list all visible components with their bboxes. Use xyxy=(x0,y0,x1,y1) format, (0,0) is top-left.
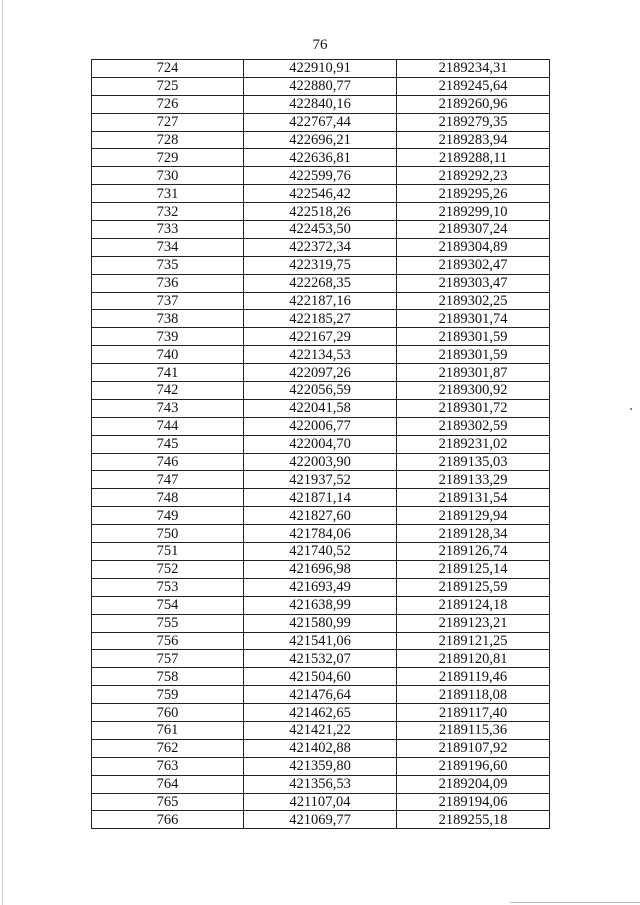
table-row xyxy=(92,382,550,400)
point-number-cell: 758 xyxy=(92,668,244,686)
y-coordinate-cell: 2189301,59 xyxy=(397,346,550,364)
table-row xyxy=(92,310,550,328)
y-coordinate-cell: 2189125,59 xyxy=(397,578,550,596)
x-coordinate-cell: 421421,22 xyxy=(244,721,397,739)
table-row xyxy=(92,668,550,686)
x-coordinate-cell: 422268,35 xyxy=(244,274,397,292)
coordinates-table-body xyxy=(92,60,550,829)
y-coordinate-cell: 2189245,64 xyxy=(397,77,550,95)
x-coordinate-cell: 421937,52 xyxy=(244,471,397,489)
x-coordinate-cell: 421476,64 xyxy=(244,686,397,704)
point-number-cell: 760 xyxy=(92,704,244,722)
point-number-cell: 756 xyxy=(92,632,244,650)
table-row xyxy=(92,435,550,453)
point-number-cell: 731 xyxy=(92,185,244,203)
table-row xyxy=(92,471,550,489)
y-coordinate-cell: 2189128,34 xyxy=(397,525,550,543)
table-row xyxy=(92,578,550,596)
table-row xyxy=(92,221,550,239)
table-row xyxy=(92,686,550,704)
y-coordinate-cell: 2189295,26 xyxy=(397,185,550,203)
point-number-cell: 754 xyxy=(92,596,244,614)
point-number-cell: 734 xyxy=(92,238,244,256)
x-coordinate-cell: 421462,65 xyxy=(244,704,397,722)
y-coordinate-cell: 2189307,24 xyxy=(397,221,550,239)
y-coordinate-cell: 2189301,87 xyxy=(397,364,550,382)
x-coordinate-cell: 421696,98 xyxy=(244,560,397,578)
y-coordinate-cell: 2189260,96 xyxy=(397,95,550,113)
table-row xyxy=(92,328,550,346)
table-row xyxy=(92,650,550,668)
point-number-cell: 751 xyxy=(92,543,244,561)
table-row xyxy=(92,203,550,221)
x-coordinate-cell: 422167,29 xyxy=(244,328,397,346)
table-row xyxy=(92,417,550,435)
y-coordinate-cell: 2189255,18 xyxy=(397,811,550,829)
table-row xyxy=(92,704,550,722)
point-number-cell: 735 xyxy=(92,256,244,274)
x-coordinate-cell: 421359,80 xyxy=(244,757,397,775)
y-coordinate-cell: 2189133,29 xyxy=(397,471,550,489)
table-row xyxy=(92,489,550,507)
point-number-cell: 764 xyxy=(92,775,244,793)
scan-bottom-line xyxy=(510,902,640,903)
y-coordinate-cell: 2189292,23 xyxy=(397,167,550,185)
y-coordinate-cell: 2189304,89 xyxy=(397,238,550,256)
y-coordinate-cell: 2189302,25 xyxy=(397,292,550,310)
coordinates-table xyxy=(91,59,550,829)
y-coordinate-cell: 2189231,02 xyxy=(397,435,550,453)
y-coordinate-cell: 2189117,40 xyxy=(397,704,550,722)
y-coordinate-cell: 2189124,18 xyxy=(397,596,550,614)
y-coordinate-cell: 2189196,60 xyxy=(397,757,550,775)
table-row xyxy=(92,543,550,561)
x-coordinate-cell: 422880,77 xyxy=(244,77,397,95)
x-coordinate-cell: 422599,76 xyxy=(244,167,397,185)
table-row xyxy=(92,292,550,310)
point-number-cell: 744 xyxy=(92,417,244,435)
point-number-cell: 740 xyxy=(92,346,244,364)
table-row xyxy=(92,775,550,793)
y-coordinate-cell: 2189107,92 xyxy=(397,739,550,757)
point-number-cell: 757 xyxy=(92,650,244,668)
x-coordinate-cell: 422696,21 xyxy=(244,131,397,149)
y-coordinate-cell: 2189126,74 xyxy=(397,543,550,561)
y-coordinate-cell: 2189125,14 xyxy=(397,560,550,578)
y-coordinate-cell: 2189303,47 xyxy=(397,274,550,292)
y-coordinate-cell: 2189288,11 xyxy=(397,149,550,167)
x-coordinate-cell: 422319,75 xyxy=(244,256,397,274)
x-coordinate-cell: 422453,50 xyxy=(244,221,397,239)
y-coordinate-cell: 2189129,94 xyxy=(397,507,550,525)
point-number-cell: 745 xyxy=(92,435,244,453)
point-number-cell: 738 xyxy=(92,310,244,328)
point-number-cell: 733 xyxy=(92,221,244,239)
table-row xyxy=(92,811,550,829)
x-coordinate-cell: 421784,06 xyxy=(244,525,397,543)
y-coordinate-cell: 2189301,72 xyxy=(397,399,550,417)
table-row xyxy=(92,453,550,471)
table-row xyxy=(92,149,550,167)
point-number-cell: 750 xyxy=(92,525,244,543)
table-row xyxy=(92,167,550,185)
point-number-cell: 741 xyxy=(92,364,244,382)
x-coordinate-cell: 421541,06 xyxy=(244,632,397,650)
x-coordinate-cell: 422372,34 xyxy=(244,238,397,256)
point-number-cell: 729 xyxy=(92,149,244,167)
point-number-cell: 748 xyxy=(92,489,244,507)
table-row xyxy=(92,525,550,543)
point-number-cell: 730 xyxy=(92,167,244,185)
y-coordinate-cell: 2189118,08 xyxy=(397,686,550,704)
point-number-cell: 724 xyxy=(92,60,244,78)
x-coordinate-cell: 422097,26 xyxy=(244,364,397,382)
table-row xyxy=(92,560,550,578)
x-coordinate-cell: 422636,81 xyxy=(244,149,397,167)
point-number-cell: 755 xyxy=(92,614,244,632)
x-coordinate-cell: 422546,42 xyxy=(244,185,397,203)
x-coordinate-cell: 422006,77 xyxy=(244,417,397,435)
table-row xyxy=(92,364,550,382)
table-row xyxy=(92,596,550,614)
x-coordinate-cell: 421402,88 xyxy=(244,739,397,757)
x-coordinate-cell: 422041,58 xyxy=(244,399,397,417)
table-row xyxy=(92,131,550,149)
point-number-cell: 737 xyxy=(92,292,244,310)
x-coordinate-cell: 421356,53 xyxy=(244,775,397,793)
point-number-cell: 728 xyxy=(92,131,244,149)
point-number-cell: 725 xyxy=(92,77,244,95)
y-coordinate-cell: 2189194,06 xyxy=(397,793,550,811)
table-row xyxy=(92,95,550,113)
x-coordinate-cell: 422185,27 xyxy=(244,310,397,328)
y-coordinate-cell: 2189301,59 xyxy=(397,328,550,346)
table-row xyxy=(92,77,550,95)
scan-edge-line xyxy=(2,0,3,905)
x-coordinate-cell: 421580,99 xyxy=(244,614,397,632)
point-number-cell: 762 xyxy=(92,739,244,757)
point-number-cell: 759 xyxy=(92,686,244,704)
point-number-cell: 761 xyxy=(92,721,244,739)
point-number-cell: 753 xyxy=(92,578,244,596)
y-coordinate-cell: 2189302,59 xyxy=(397,417,550,435)
point-number-cell: 743 xyxy=(92,399,244,417)
y-coordinate-cell: 2189234,31 xyxy=(397,60,550,78)
y-coordinate-cell: 2189283,94 xyxy=(397,131,550,149)
table-row xyxy=(92,632,550,650)
point-number-cell: 736 xyxy=(92,274,244,292)
y-coordinate-cell: 2189123,21 xyxy=(397,614,550,632)
y-coordinate-cell: 2189120,81 xyxy=(397,650,550,668)
point-number-cell: 727 xyxy=(92,113,244,131)
y-coordinate-cell: 2189204,09 xyxy=(397,775,550,793)
table-row xyxy=(92,256,550,274)
page-number: 76 xyxy=(312,37,328,53)
point-number-cell: 726 xyxy=(92,95,244,113)
x-coordinate-cell: 421532,07 xyxy=(244,650,397,668)
x-coordinate-cell: 421069,77 xyxy=(244,811,397,829)
y-coordinate-cell: 2189121,25 xyxy=(397,632,550,650)
x-coordinate-cell: 421107,04 xyxy=(244,793,397,811)
table-row xyxy=(92,60,550,78)
x-coordinate-cell: 422767,44 xyxy=(244,113,397,131)
point-number-cell: 752 xyxy=(92,560,244,578)
y-coordinate-cell: 2189119,46 xyxy=(397,668,550,686)
x-coordinate-cell: 422910,91 xyxy=(244,60,397,78)
x-coordinate-cell: 421693,49 xyxy=(244,578,397,596)
x-coordinate-cell: 422134,53 xyxy=(244,346,397,364)
scan-speck xyxy=(630,408,632,410)
x-coordinate-cell: 421740,52 xyxy=(244,543,397,561)
x-coordinate-cell: 422056,59 xyxy=(244,382,397,400)
point-number-cell: 739 xyxy=(92,328,244,346)
table-row xyxy=(92,739,550,757)
table-row xyxy=(92,721,550,739)
y-coordinate-cell: 2189301,74 xyxy=(397,310,550,328)
point-number-cell: 746 xyxy=(92,453,244,471)
table-row xyxy=(92,793,550,811)
table-row xyxy=(92,757,550,775)
point-number-cell: 747 xyxy=(92,471,244,489)
table-row xyxy=(92,614,550,632)
table-row xyxy=(92,507,550,525)
point-number-cell: 742 xyxy=(92,382,244,400)
y-coordinate-cell: 2189279,35 xyxy=(397,113,550,131)
y-coordinate-cell: 2189300,92 xyxy=(397,382,550,400)
x-coordinate-cell: 422518,26 xyxy=(244,203,397,221)
y-coordinate-cell: 2189135,03 xyxy=(397,453,550,471)
table-row xyxy=(92,238,550,256)
table-row xyxy=(92,113,550,131)
point-number-cell: 763 xyxy=(92,757,244,775)
x-coordinate-cell: 421504,60 xyxy=(244,668,397,686)
point-number-cell: 766 xyxy=(92,811,244,829)
x-coordinate-cell: 422004,70 xyxy=(244,435,397,453)
x-coordinate-cell: 422840,16 xyxy=(244,95,397,113)
table-row xyxy=(92,346,550,364)
table-row xyxy=(92,399,550,417)
x-coordinate-cell: 422187,16 xyxy=(244,292,397,310)
table-row xyxy=(92,185,550,203)
y-coordinate-cell: 2189302,47 xyxy=(397,256,550,274)
point-number-cell: 749 xyxy=(92,507,244,525)
x-coordinate-cell: 422003,90 xyxy=(244,453,397,471)
x-coordinate-cell: 421827,60 xyxy=(244,507,397,525)
table-row xyxy=(92,274,550,292)
x-coordinate-cell: 421638,99 xyxy=(244,596,397,614)
y-coordinate-cell: 2189299,10 xyxy=(397,203,550,221)
y-coordinate-cell: 2189115,36 xyxy=(397,721,550,739)
point-number-cell: 765 xyxy=(92,793,244,811)
point-number-cell: 732 xyxy=(92,203,244,221)
x-coordinate-cell: 421871,14 xyxy=(244,489,397,507)
y-coordinate-cell: 2189131,54 xyxy=(397,489,550,507)
